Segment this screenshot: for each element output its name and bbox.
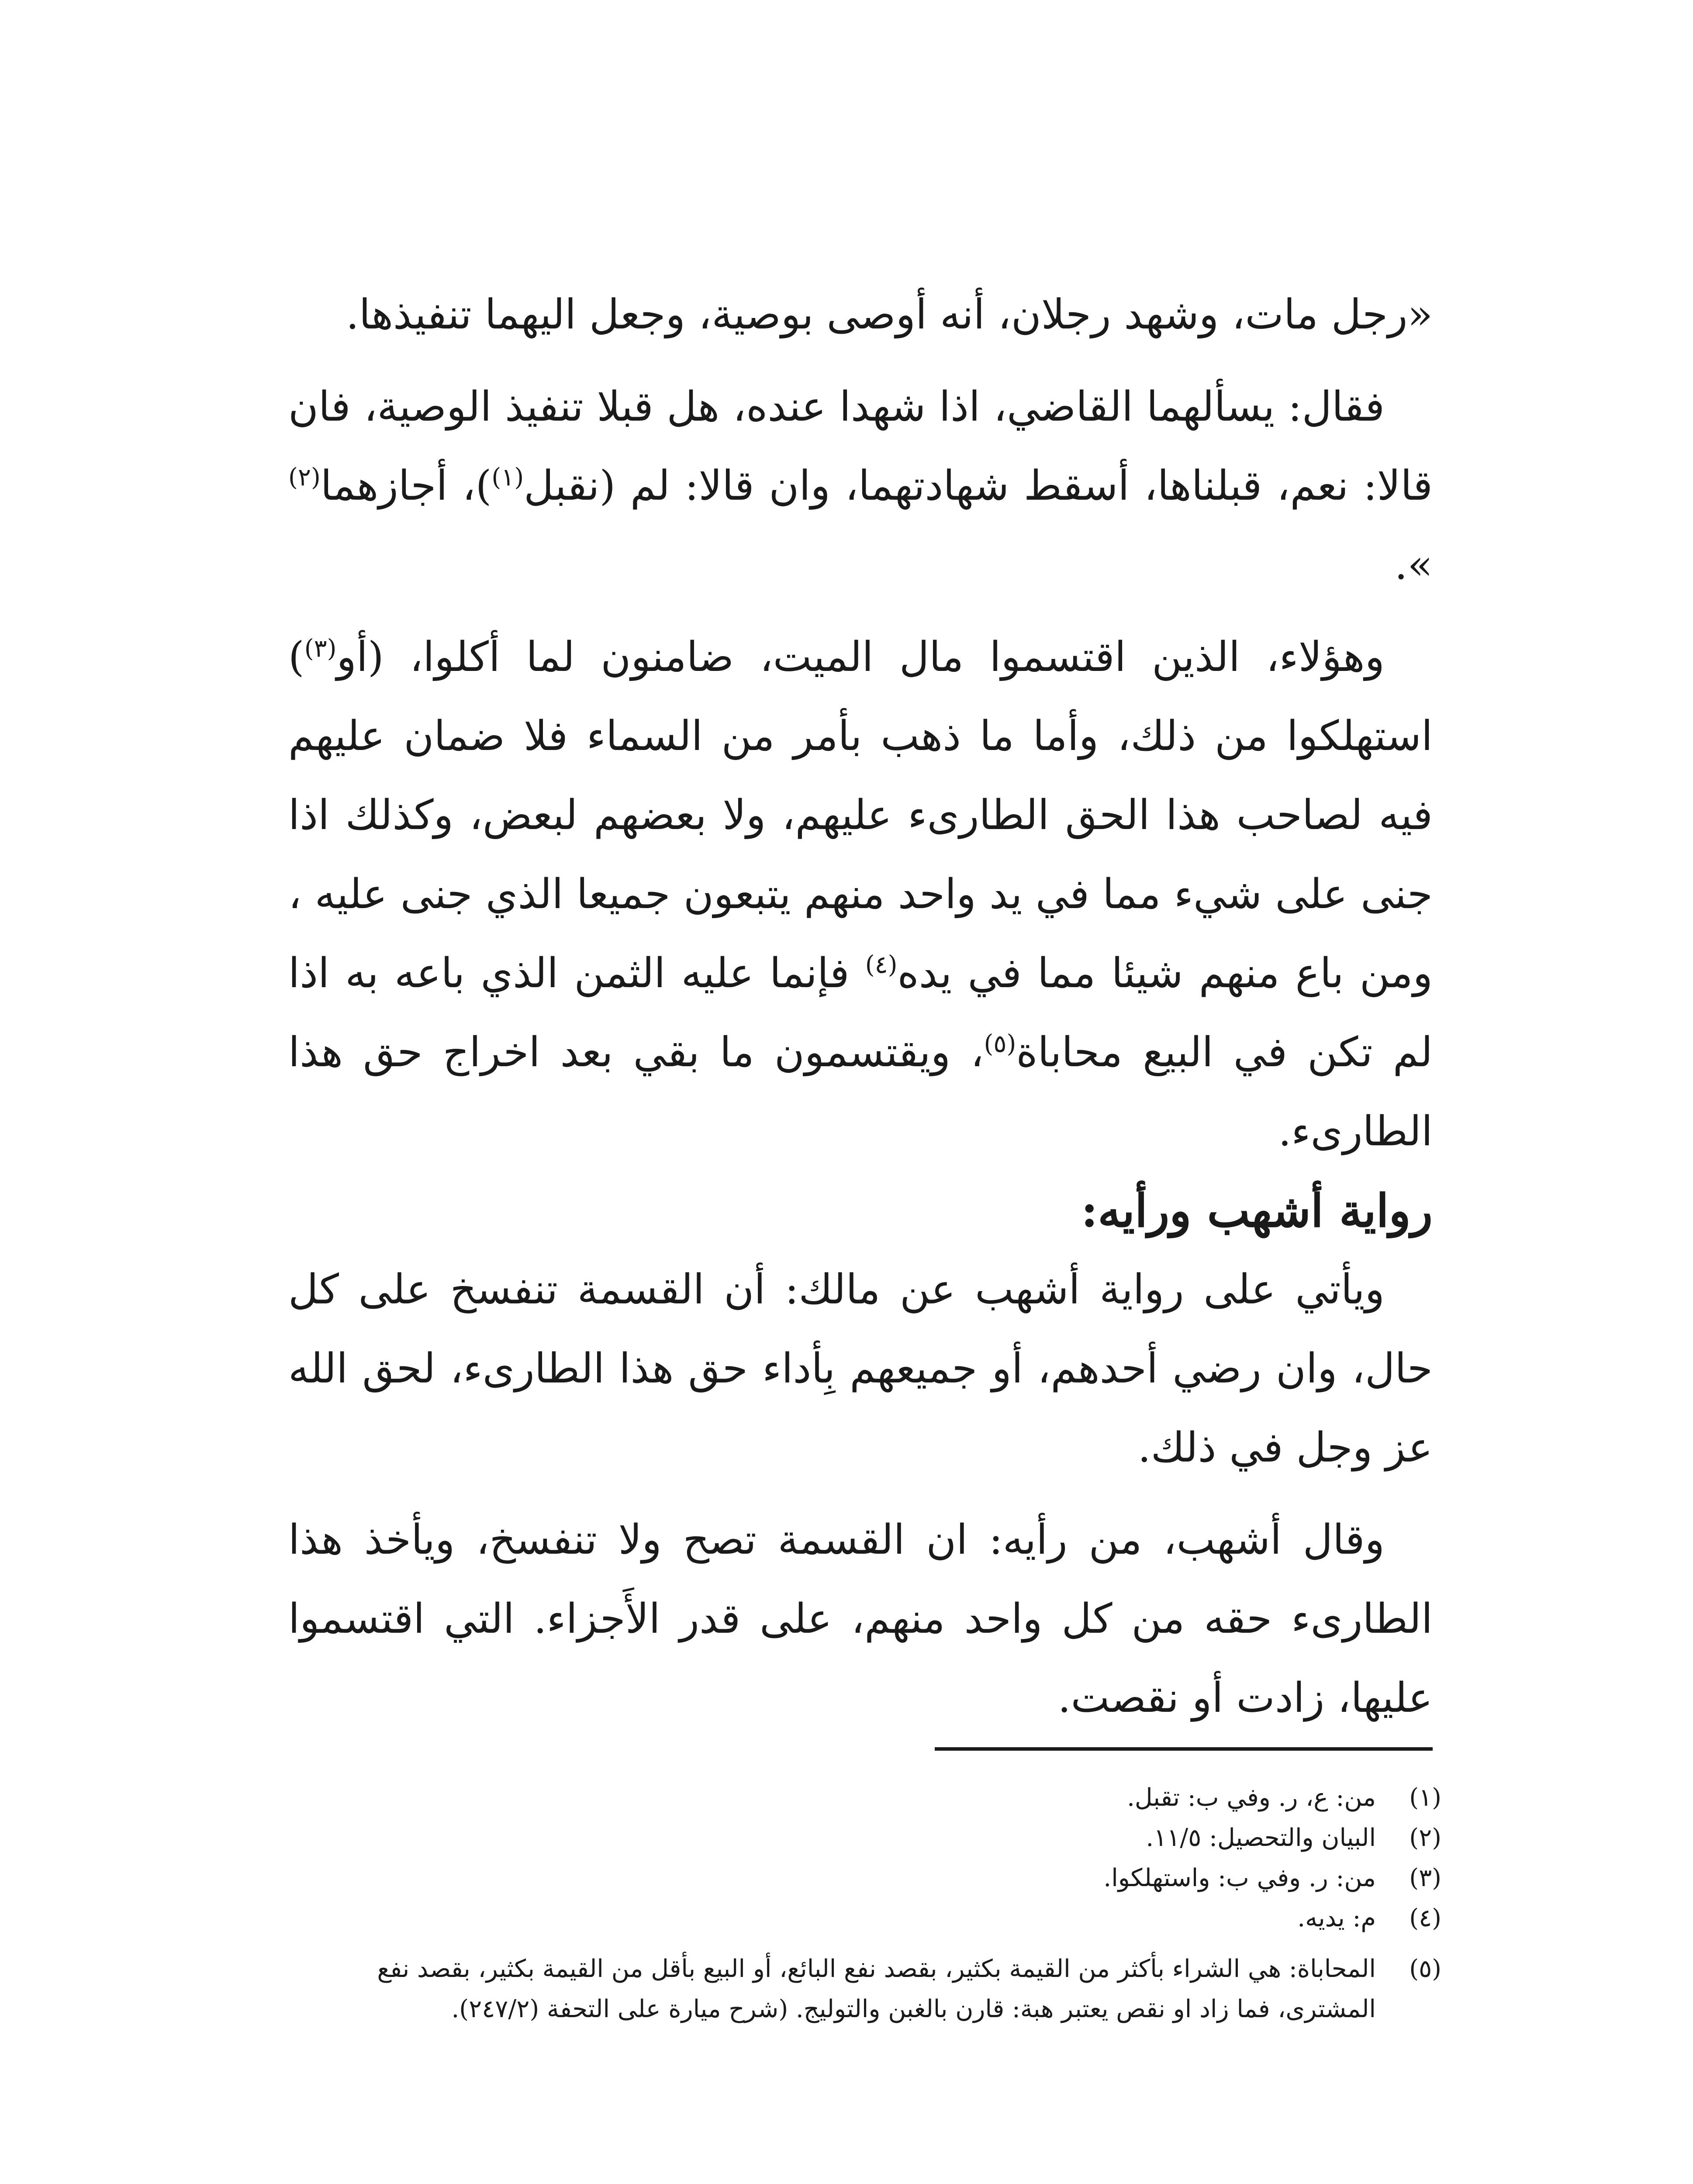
footnote-text: من: ر. وفي ب: واستهلكوا. [1103, 1864, 1376, 1892]
footnote-number: (٣) [1409, 1864, 1441, 1892]
footnote-3 [288, 1858, 1441, 1898]
paragraph-text: «رجل مات، وشهد رجلان، أنه أوصى بوصية، وجعل اليهما تنفيذها. [346, 291, 1433, 339]
paragraph-text: )، أجازهما [320, 462, 492, 510]
footnote-ref: (٣) [304, 634, 337, 663]
paragraph-text: فقال: يسألهما القاضي، اذا شهدا عنده، هل قبلا تنفيذ الوصية، فان قالا: نعم، قبلناها، أسقط شهادتهما، وان قالا: لم (نقبل [288, 383, 1433, 510]
paragraph-text: ». [1394, 541, 1433, 589]
paragraph-text: ، ويقتسمون ما بقي بعد اخراج حق هذا الطارىء. [288, 1029, 1433, 1155]
footnote-text: البيان والتحصيل: ١١/٥. [1146, 1824, 1376, 1852]
footnote-divider [935, 1747, 1433, 1751]
footnotes [288, 1778, 1441, 2029]
paragraph-quote [288, 275, 1433, 354]
footnote-number: (٤) [1409, 1904, 1441, 1932]
footnote-ref: (٢) [288, 463, 321, 492]
footnote-ref: (١) [491, 463, 524, 492]
footnote-4 [288, 1898, 1441, 1939]
paragraph-ashhab-narration [288, 1250, 1433, 1487]
footnote-text: من: ع، ر. وفي ب: تقبل. [1127, 1783, 1376, 1812]
footnote-5 [288, 1949, 1441, 2029]
paragraph-text: ويأتي على رواية أشهب عن مالك: أن القسمة تنفسخ على كل حال، وان رضي أحدهم، أو جميعهم بِأداء حق هذا الطارىء، لحق الله عز وجل في ذلك. [288, 1266, 1433, 1472]
paragraph-ashhab-opinion [288, 1500, 1433, 1738]
paragraph-text: وهؤلاء، الذين اقتسموا مال الميت، ضامنون لما أكلوا، (أو [336, 633, 1385, 681]
paragraph-judge [288, 367, 1433, 605]
footnote-text: م: يديه. [1297, 1904, 1376, 1932]
section-heading: رواية أشهب ورأيه: [1081, 1184, 1433, 1237]
paragraph-text: وقال أشهب، من رأيه: ان القسمة تصح ولا تنفسخ، ويأخذ هذا الطارىء حقه من كل واحد منهم، على قدر الأَجزاء. التي اقتسموا عليها، زادت أو نقصت. [288, 1516, 1433, 1722]
footnote-number: (٢) [1409, 1824, 1441, 1852]
paragraph-text: ) استهلكوا من ذلك، وأما ما ذهب بأمر من السماء فلا ضمان عليهم فيه لصاحب هذا الحق الطارىء عليهم، ولا بعضهم لبعض، وكذلك اذا جنى على شيء مما في يد واحد منهم يتبعون جميعا الذي جنى عليه ، ومن باع منهم شيئا مما في يده [288, 633, 1433, 997]
footnote-ref: (٤) [865, 950, 898, 979]
footnote-number: (٥) [1409, 1955, 1441, 1983]
footnote-text: المحاباة: هي الشراء بأكثر من القيمة بكثير، بقصد نفع البائع، أو البيع بأقل من القيمة بكثير، بقصد نفع المشترى، فما زاد او نقص يعتبر هبة: قارن بالغبن والتوليج. (شرح ميارة على التحفة (٢٤٧/٢). [377, 1955, 1376, 2023]
footnote-1 [288, 1778, 1441, 1818]
footnote-2 [288, 1818, 1441, 1858]
footnote-number: (١) [1409, 1783, 1441, 1812]
main-text [288, 275, 1433, 1738]
paragraph-text: فإنما عليه الثمن الذي باعه به اذا لم تكن في البيع محاباة [288, 950, 1433, 1076]
paragraph-heirs [288, 618, 1433, 1171]
footnote-ref: (٥) [984, 1030, 1016, 1058]
